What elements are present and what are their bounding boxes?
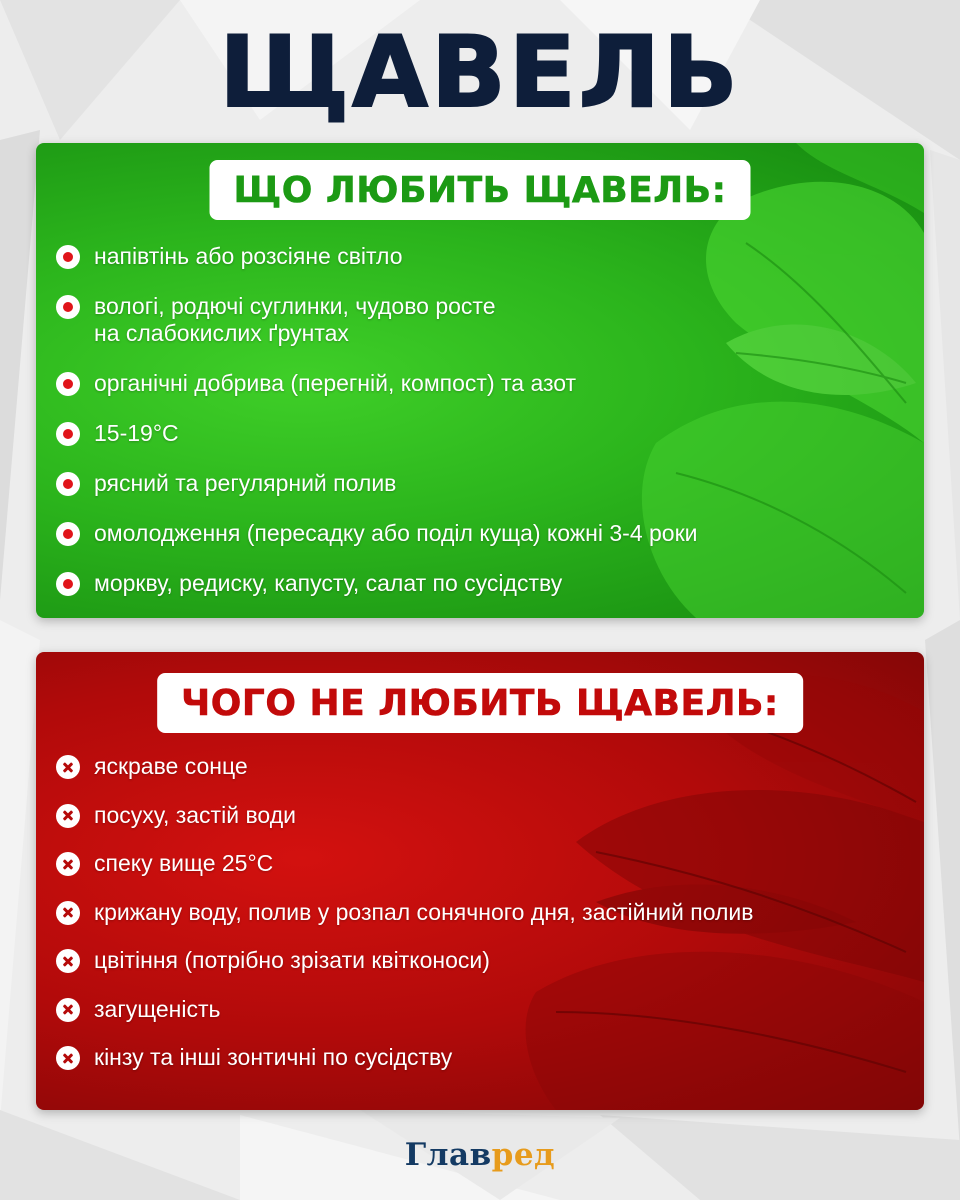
list-item: [56, 570, 698, 597]
red-dot-icon: [56, 522, 80, 546]
list-item: [56, 293, 698, 347]
list-item-text: кінзу та інші зонтичні по сусідству: [94, 1044, 453, 1070]
cross-icon: [56, 852, 80, 876]
list-item-text: цвітіння (потрібно зрізати квітконоси): [94, 947, 490, 973]
dislikes-panel: [36, 652, 924, 1110]
list-item-text-continued: на слабокислих ґрунтах: [94, 320, 349, 346]
list-item: [56, 996, 754, 1023]
cross-icon: [56, 998, 80, 1022]
list-item-text: органічні добрива (перегній, компост) та азот: [94, 370, 577, 396]
list-item-text: спеку вище 25°С: [94, 850, 274, 876]
red-dot-icon: [56, 422, 80, 446]
list-item-text: яскраве сонце: [94, 753, 248, 779]
red-dot-icon: [56, 372, 80, 396]
likes-heading: ЩО ЛЮБИТЬ ЩАВЕЛЬ:: [210, 160, 751, 220]
list-item-text: омолодження (пересадку або поділ куща) кожні 3-4 роки: [94, 520, 698, 546]
list-item-text: напівтінь або розсіяне світло: [94, 243, 403, 269]
logo-part-accent: ред: [491, 1137, 556, 1173]
logo-part-primary: Глав: [404, 1137, 492, 1173]
cross-icon: [56, 901, 80, 925]
list-item: [56, 470, 698, 497]
cross-icon: [56, 755, 80, 779]
list-item-text: загущеність: [94, 995, 221, 1022]
list-item: [56, 520, 698, 547]
dislikes-heading: ЧОГО НЕ ЛЮБИТЬ ЩАВЕЛЬ:: [157, 673, 803, 733]
list-item: [56, 370, 698, 397]
cross-icon: [56, 804, 80, 828]
list-item-text: вологі, родючі суглинки, чудово росте: [94, 293, 496, 319]
list-item: [56, 802, 754, 829]
list-item: [56, 420, 698, 447]
page-title: ЩАВЕЛЬ: [219, 16, 741, 130]
cross-icon: [56, 1046, 80, 1070]
red-dot-icon: [56, 472, 80, 496]
likes-list: [56, 243, 698, 618]
list-item-text: 15-19°С: [94, 420, 179, 446]
list-item: [56, 753, 754, 780]
red-dot-icon: [56, 245, 80, 269]
list-item: [56, 1044, 754, 1071]
list-item: [56, 850, 754, 877]
list-item-text: рясний та регулярний полив: [94, 470, 397, 496]
cross-icon: [56, 949, 80, 973]
list-item: [56, 947, 754, 974]
likes-panel: [36, 143, 924, 618]
list-item-text: крижану воду, полив у розпал сонячного дня, застійний полив: [94, 898, 754, 925]
glavred-logo: [0, 1137, 960, 1173]
red-dot-icon: [56, 572, 80, 596]
list-item-text: моркву, редиску, капусту, салат по сусідству: [94, 570, 563, 596]
list-item: [56, 243, 698, 270]
red-dot-icon: [56, 295, 80, 319]
dislikes-list: [56, 753, 754, 1093]
list-item: [56, 899, 754, 926]
list-item-text: посуху, застій води: [94, 801, 296, 828]
